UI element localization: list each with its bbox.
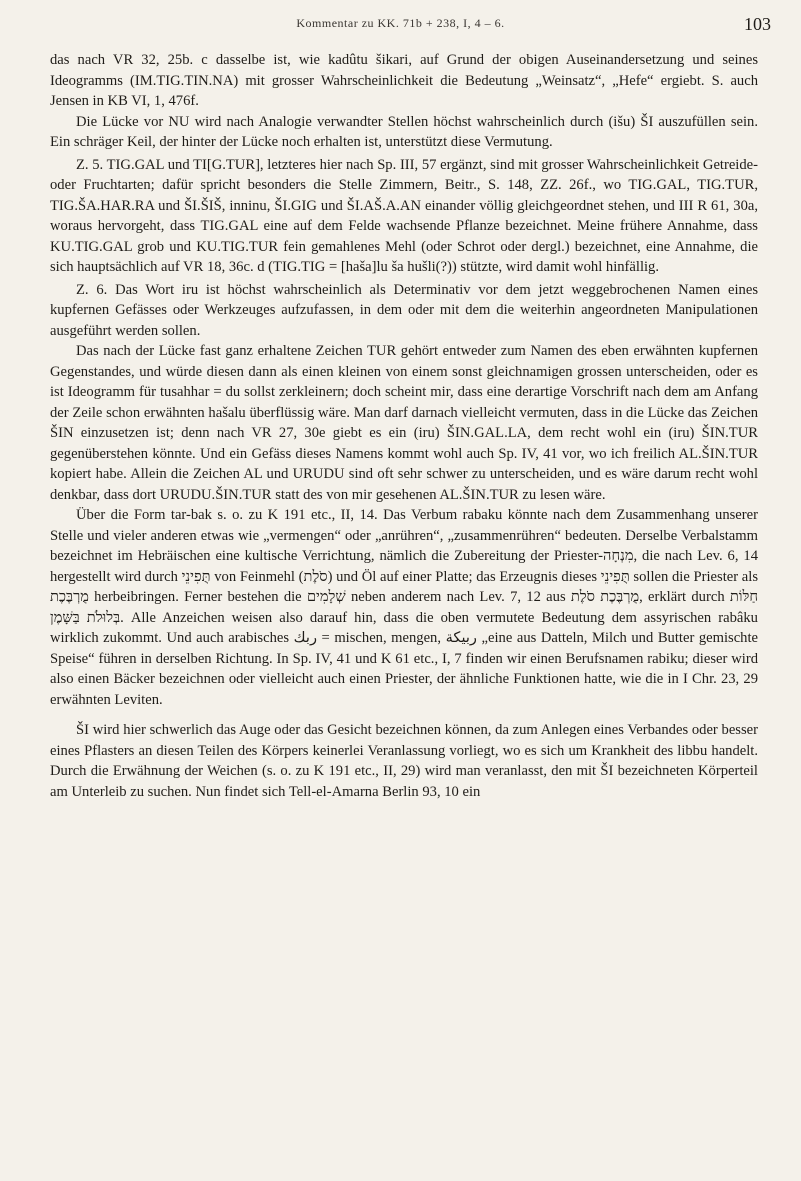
- paragraph-z5: Z. 5. TIG.GAL und TI[G.TUR], letzteres hier nach Sp. III, 57 ergänzt, sind mit grosser Wahrscheinlichkeit Getreide- oder Fruchtarten; dafür spricht besonders die Stelle Zimmern, Beitr., S. 148, ZZ. 26f., wo TIG.GAL, TIG.TUR, TIG.ŠA.HAR.RA und ŠI.ŠIŠ, inninu, ŠI.GIG und ŠI.AŠ.A.AN einander völlig gleichgeordnet stehen, und III R 61, 30a, woraus hervorgeht, dass TIG.GAL eine auf dem Felde wachsende Pflanze bezeichnet. Meine frühere Annahme, dass KU.TIG.GAL grob und KU.TIG.TUR fein gemahlenes Mehl (oder Schrot oder dergl.) bezeichnet, eine Annahme, die sich hauptsächlich auf VR 18, 36c. d (TIG.TIG = [haša]lu ša hušli(?)) stützte, wird damit wohl hinfällig.: [50, 156, 758, 275]
- paragraph-1: das nach VR 32, 25b. c dasselbe ist, wie kadûtu šikari, auf Grund der obigen Auseinandersetzung und seines Ideogramms (IM.TIG.TIN.NA) mit grosser Wahrscheinlichkeit die Bedeutung „Weinsatz“, „Hefe“ ergiebt. S. auch Jensen in KB VI, 1, 476f.: [50, 52, 758, 109]
- running-head: Kommentar zu KK. 71b + 238, I, 4 – 6.: [296, 16, 505, 30]
- paragraph-6: Über die Form tar-bak s. o. zu K 191 etc., II, 14. Das Verbum rabaku könnte nach dem Zusammenhang unserer Stelle und vieler anderen etwas wie „vermengen“ oder „anrühren“, „zusammenrühren“ bedeuten. Derselbe Verbalstamm bezeichnet im Hebräischen eine kultische Verrichtung, nämlich die Zubereitung der Priester-מִנְחָה, die nach Lev. 6, 14 hergestellt wird durch תֻּפִינֵי von Feinmehl (סֹלֶת) und Öl auf einer Platte; das Erzeugnis dieses תֻּפִינֵי sollen die Priester als מֻרְבֶּכֶת herbeibringen. Ferner bestehen die שְׁלָמִים neben anderem nach Lev. 7, 12 aus מֻרְבֶּכֶת סֹלֶת, erklärt durch חַלּוֹת בְּלוּלֹת בַּשָּׁמֶן. Alle Anzeichen weisen also darauf hin, dass die oben vermutete Bedeutung dem assyrischen rabâku wirklich zukommt. Und auch arabisches ربك = mischen, mengen, ربيكة „eine aus Datteln, Milch und Butter gemischte Speise“ führen in derselben Richtung. In Sp. IV, 41 und K 61 etc., I, 7 finden wir einen Berufsnamen rabiku; dieser wird also einen Bäcker bezeichnen oder vielleicht auch einen Priester, der ähnliche Funktionen hatte, wie die in I Chr. 23, 29 erwähnten Leviten.: [50, 507, 759, 708]
- running-header: [0, 14, 801, 44]
- paragraph-2: Die Lücke vor NU wird nach Analogie verwandter Stellen höchst wahrscheinlich durch (išu) ŠI auszufüllen sein. Ein schräger Keil, der hinter der Lücke noch erhalten ist, unterstützt diese Vermutung.: [50, 113, 758, 150]
- body-text: [50, 50, 758, 802]
- paragraph-z6: Z. 6. Das Wort iru ist höchst wahrscheinlich als Determinativ vor dem jetzt weggebrochenen Namen eines kupfernen Gefässes oder Werkzeuges aufzufassen, in dem oder mit dem die weiterhin angeordneten Manipulationen ausgeführt werden sollen.: [50, 281, 758, 339]
- paragraph-7: ŠI wird hier schwerlich das Auge oder das Gesicht bezeichnen können, da zum Anlegen eines Verbandes oder besser eines Pflasters an diesen Teilen des Körpers keinerlei Veranlassung vorliegt, wo es sich um Krankheit des libbu handelt. Durch die Erwähnung der Weichen (s. o. zu K 191 etc., II, 29) wird man veranlasst, den mit ŠI bezeichneten Körperteil am Unterleib zu suchen. Nun findet sich Tell-el-Amarna Berlin 93, 10 ein: [50, 722, 758, 800]
- paragraph-5: Das nach der Lücke fast ganz erhaltene Zeichen TUR gehört entweder zum Namen des eben erwähnten kupfernen Gegenstandes, und würde diesen dann als einen kleinen von einem sonst gleichnamigen grossen unterscheiden, oder es ist Ideogramm für tusahhar = du sollst zerkleinern; doch scheint mir, dass eine derartige Vorschrift nach dem am Anfang der Zeile schon erwähnten hašalu überflüssig wäre. Man darf darnach vielleicht vermuten, dass in die Lücke das Zeichen ŠIN einzusetzen ist; denn nach VR 27, 30e giebt es ein (iru) ŠIN.GAL.LA, dem recht wohl ein (iru) ŠIN.TUR gegenüberstehen könnte. Und ein Gefäss dieses Namens kommt wohl auch Sp. IV, 41 vor, wo ich freilich AL.ŠIN.TUR kopiert habe. Allein die Zeichen AL und URUDU sind oft sehr schwer zu unterscheiden, und es wäre darum recht wohl denkbar, dass dort URUDU.ŠIN.TUR statt des von mir gesehenen AL.ŠIN.TUR zu lesen wäre.: [50, 343, 758, 503]
- page-number: 103: [744, 14, 771, 34]
